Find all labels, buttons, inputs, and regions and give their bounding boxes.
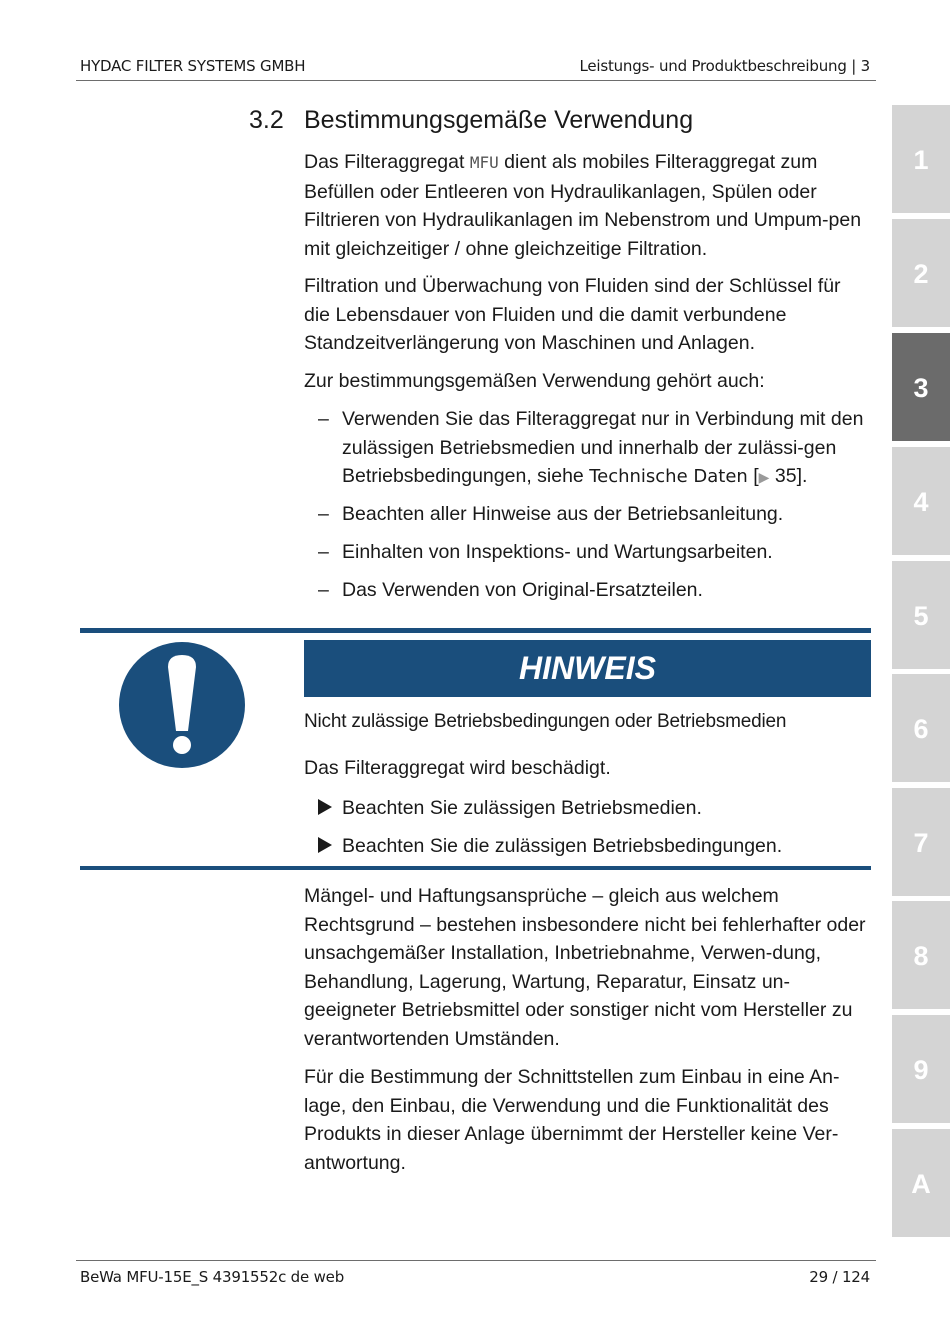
chapter-tab-5[interactable]: 5 [892,561,950,669]
section-title: Bestimmungsgemäße Verwendung [304,106,694,134]
paragraph-purpose-before: Das Filteraggregat [304,151,470,173]
header-divider [76,80,876,81]
notice-action [318,797,702,820]
list-item [318,405,878,495]
notice-top-rule [80,628,871,633]
notice-action [318,835,782,858]
chapter-tab-8[interactable]: 8 [892,901,950,1009]
play-arrow-icon [318,799,332,815]
ref-bracket-open: [ [747,465,759,488]
list-item-1-text: Verwenden Sie das Filteraggregat nur in Verbindung mit den zulässigen Betriebsmedien und innerhalb der zulässi-gen Betriebsbedingungen, siehe [342,408,864,488]
chapter-tab-4[interactable]: 4 [892,447,950,555]
chapter-tab-7[interactable]: 7 [892,788,950,896]
list-item-text [342,405,872,492]
chapter-tab-2[interactable]: 2 [892,219,950,327]
paragraph-purpose-after: dient als mobiles Filteraggregat zum Befüllen oder Entleeren von Hydraulikanlagen, Spülen oder Filtrieren von Hydraulikanlagen im Nebenstrom und Umpum-pen mit gleichzeitiger / ohne gleichzeitige Filtration. [304,151,862,260]
paragraph-interfaces: Für die Bestimmung der Schnittstellen zum Einbau in eine An-lage, den Einbau, die Verwendung und die Funktionalität des Produkts in dieser Anlage übernimmt der Hersteller keine Ver-antwortung. [304,1066,840,1174]
notice-action-text: Beachten Sie zulässigen Betriebsmedien. [342,797,702,819]
chapter-tab-9[interactable]: 9 [892,1015,950,1123]
list-item-text: Einhalten von Inspektions- und Wartungsarbeiten. [342,541,773,563]
list-item [318,576,878,606]
paragraph-liability: Mängel- und Haftungsansprüche – gleich aus welchem Rechtsgrund – bestehen insbesondere nicht bei fehlerhafter oder unsachgemäßer Installation, Inbetriebnahme, Verwen-dung, Behandlung, Lagerung, Wartung, Reparatur, Einsatz un-geeigneter Betriebsmittel oder sonstiger nicht vom Hersteller zu verantwortenden Umständen. [304,885,866,1050]
list-dash: – [318,579,329,601]
chapter-tab-6[interactable]: 6 [892,674,950,782]
footer-page-number: 29 / 124 [809,1268,870,1286]
list-dash: – [318,541,329,563]
page-ref-arrow-icon: ▶ [758,469,770,486]
chapter-tab-1[interactable]: 1 [892,105,950,213]
product-code: MFU [469,153,499,172]
list-item-text: Beachten aller Hinweise aus der Betriebsanleitung. [342,503,784,525]
header-chapter: Leistungs- und Produktbeschreibung | 3 [579,57,870,75]
notice-action-text: Beachten Sie die zulässigen Betriebsbedingungen. [342,835,783,857]
list-item [318,538,878,568]
footer-document-id: BeWa MFU-15E_S 4391552c de web [80,1268,345,1286]
ref-bracket-close: ]. [796,465,808,488]
ref-page-number[interactable]: 35 [769,465,797,488]
chapter-tab-3[interactable]: 3 [892,333,950,441]
paragraph-purpose [304,148,870,263]
notice-subtitle: Nicht zulässige Betriebsbedingungen oder Betriebsmedien [304,711,787,732]
list-item [318,500,878,530]
notice-consequence: Das Filteraggregat wird beschädigt. [304,757,611,779]
play-arrow-icon [318,837,332,853]
header-company: HYDAC FILTER SYSTEMS GMBH [80,57,306,75]
notice-title: HINWEIS [304,640,871,697]
section-number: 3.2 [249,106,284,134]
paragraph-intended-use: Zur bestimmungsgemäßen Verwendung gehört auch: [304,370,765,392]
list-dash: – [318,408,329,430]
paragraph-filtration: Filtration und Überwachung von Fluiden sind der Schlüssel für die Lebensdauer von Fluiden und die damit verbundene Standzeitverlängerung von Maschinen und Anlagen. [304,275,841,355]
exclamation-icon [118,641,246,774]
technical-data-link[interactable]: Technische Daten [589,466,748,488]
footer-divider [76,1260,876,1261]
list-item-text: Das Verwenden von Original-Ersatzteilen. [342,579,703,601]
chapter-tab-a[interactable]: A [892,1129,950,1237]
list-dash: – [318,503,329,525]
notice-bottom-rule [80,866,871,870]
